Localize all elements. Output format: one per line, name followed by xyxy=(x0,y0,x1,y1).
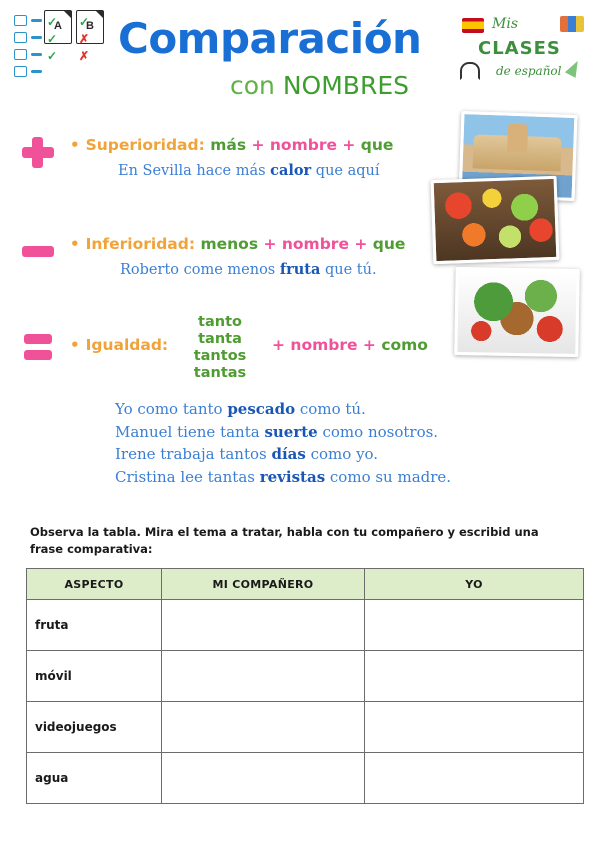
table-cell-companero[interactable] xyxy=(162,702,365,753)
formula-plus-2: + xyxy=(342,136,356,154)
formula-word-2: nombre xyxy=(269,136,337,154)
page-subtitle xyxy=(230,71,409,100)
table-cell-aspect: videojuegos xyxy=(27,702,162,753)
photo-fruit-bowl xyxy=(431,176,560,264)
example-bold: fruta xyxy=(279,261,321,278)
formula-plus-2: + xyxy=(362,336,376,354)
formula-plus-1: + xyxy=(263,235,277,253)
example-sentence xyxy=(115,421,451,444)
page-subtitle-prefix: con xyxy=(230,71,283,100)
bullet-icon: • xyxy=(70,235,80,253)
formula-plus-2: + xyxy=(354,235,368,253)
rule-inferioridad-example xyxy=(120,261,377,278)
brand-logo xyxy=(456,14,586,92)
example-bold: calor xyxy=(270,162,312,179)
bullet-icon: • xyxy=(70,136,80,154)
table-cell-aspect: fruta xyxy=(27,600,162,651)
document-a-letter: A xyxy=(54,20,62,32)
tanto-variant-1: tanta xyxy=(198,331,242,347)
page-fold-icon xyxy=(64,11,71,18)
minus-symbol-icon xyxy=(20,233,56,269)
example-bold: días xyxy=(271,445,306,463)
example-prefix: Manuel tiene tanta xyxy=(115,422,265,441)
table-row xyxy=(27,753,584,804)
page-title: Comparación xyxy=(118,14,422,63)
tanto-variant-0: tanto xyxy=(198,314,242,330)
check-cross-column-icon: ✓ ✗ ✗ xyxy=(79,15,90,63)
photo-grilled-fish xyxy=(454,267,580,357)
tanto-variant-2: tantos xyxy=(193,348,247,364)
rule-superioridad-formula: • Superioridad: más + nombre + que xyxy=(70,136,394,154)
comparison-table xyxy=(26,568,584,804)
table-row xyxy=(27,702,584,753)
spain-flag-icon xyxy=(462,18,484,33)
tanto-variant-3: tantas xyxy=(193,365,247,381)
formula-word-2: nombre xyxy=(281,235,349,253)
checkmark-column-icon: ✓ ✓ ✓ xyxy=(47,15,58,63)
table-row xyxy=(27,600,584,651)
table-cell-aspect: móvil xyxy=(27,651,162,702)
rule-superioridad-example xyxy=(118,162,380,179)
page-subtitle-word: NOMBRES xyxy=(282,71,409,100)
igualdad-examples-list xyxy=(115,398,451,488)
formula-word-3: que xyxy=(372,235,406,253)
logo-line-1: Mis xyxy=(492,16,518,32)
pencil-icon xyxy=(565,58,583,78)
plus-symbol-icon xyxy=(20,134,56,170)
table-cell-companero[interactable] xyxy=(162,600,365,651)
example-prefix: Roberto come menos xyxy=(120,262,280,278)
table-cell-yo[interactable] xyxy=(365,702,584,753)
formula-word-2: nombre xyxy=(290,336,358,354)
example-suffix: como nosotros. xyxy=(317,422,439,441)
table-header-mi-companero: MI COMPAÑERO xyxy=(162,569,365,600)
example-suffix: como su madre. xyxy=(325,467,452,486)
rule-igualdad-formula xyxy=(272,336,428,354)
example-prefix: En Sevilla hace más xyxy=(118,163,271,179)
example-sentence xyxy=(115,443,451,466)
example-suffix: como yo. xyxy=(305,445,379,463)
table-header-yo: YO xyxy=(365,569,584,600)
formula-word-1: más xyxy=(210,136,247,154)
example-suffix: como tú. xyxy=(295,400,366,418)
checklist-icon-cluster xyxy=(14,10,106,84)
logo-line-2: CLASES xyxy=(478,38,561,59)
logo-line-3: de español xyxy=(496,64,562,78)
example-suffix: que aquí xyxy=(311,163,380,179)
table-cell-companero[interactable] xyxy=(162,753,365,804)
formula-word-1: menos xyxy=(200,235,259,253)
example-prefix: Yo como tanto xyxy=(115,400,228,418)
formula-word-3: que xyxy=(360,136,394,154)
example-bold: suerte xyxy=(264,422,318,441)
table-row xyxy=(27,651,584,702)
table-header-aspecto: ASPECTO xyxy=(27,569,162,600)
rule-inferioridad-formula: • Inferioridad: menos + nombre + que xyxy=(70,235,406,253)
example-sentence xyxy=(115,398,451,421)
tanto-variants-stack xyxy=(185,314,255,382)
example-prefix: Cristina lee tantas xyxy=(115,467,260,486)
document-b-letter: B xyxy=(86,20,94,32)
bullet-icon: • xyxy=(70,336,80,354)
formula-word-3: como xyxy=(381,336,428,354)
rule-inferioridad-label: Inferioridad xyxy=(85,235,189,253)
example-prefix: Irene trabaja tantos xyxy=(115,445,272,463)
table-cell-companero[interactable] xyxy=(162,651,365,702)
table-cell-yo[interactable] xyxy=(365,753,584,804)
example-suffix: que tú. xyxy=(320,262,377,278)
table-header-row xyxy=(27,569,584,600)
dashed-list-icon xyxy=(14,14,42,82)
example-sentence xyxy=(115,466,451,489)
page-fold-icon xyxy=(96,11,103,18)
headphones-icon xyxy=(460,62,480,80)
example-bold: pescado xyxy=(227,400,296,418)
example-bold: revistas xyxy=(259,467,326,486)
formula-plus-1: + xyxy=(272,336,285,354)
equals-symbol-icon xyxy=(20,328,56,364)
table-cell-yo[interactable] xyxy=(365,651,584,702)
table-cell-aspect: agua xyxy=(27,753,162,804)
rule-igualdad-label-wrap: • Igualdad: xyxy=(70,336,169,354)
rule-superioridad-label: Superioridad xyxy=(85,136,199,154)
rule-igualdad-label: Igualdad xyxy=(85,336,162,354)
books-icon xyxy=(560,16,584,32)
formula-plus-1: + xyxy=(251,136,265,154)
exercise-instruction: Observa la tabla. Mira el tema a tratar, habla con tu compañero y escribid una frase comparativa: xyxy=(30,525,539,556)
table-cell-yo[interactable] xyxy=(365,600,584,651)
